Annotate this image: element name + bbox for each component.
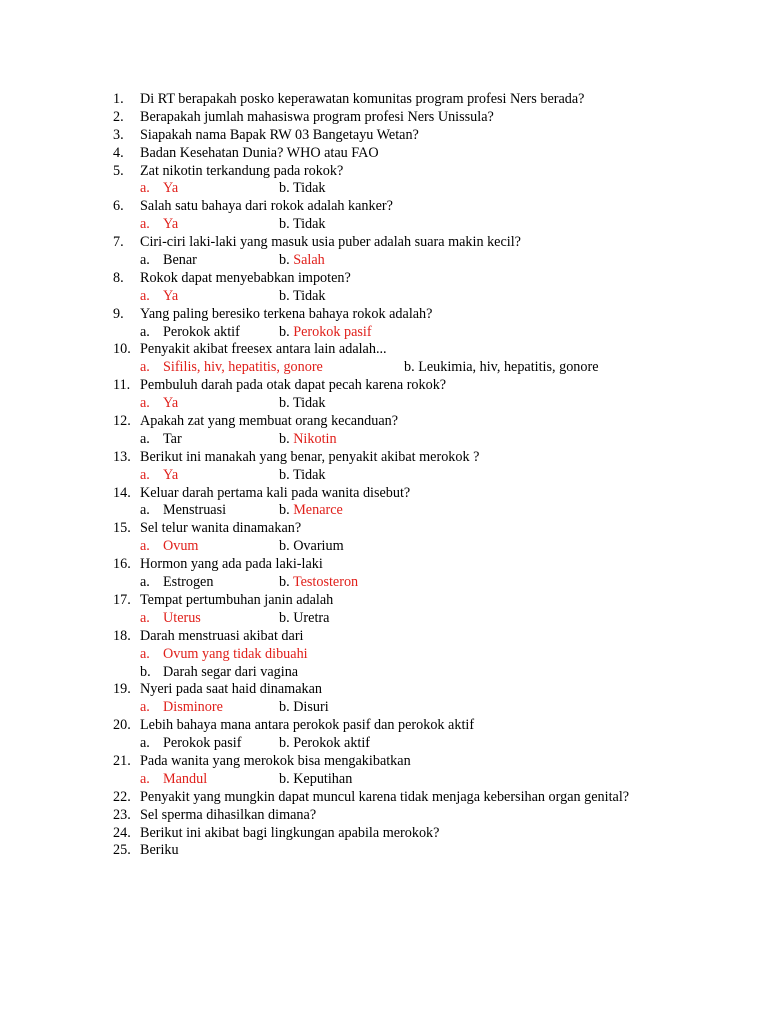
option-a-text: Tar	[163, 430, 182, 447]
option-a-text: Ya	[163, 216, 179, 233]
option-b-letter: b.	[279, 323, 294, 340]
question-text: Rokok dapat menyebabkan impoten?	[140, 269, 351, 286]
option-b-letter: b.	[140, 663, 151, 680]
options-row	[0, 538, 768, 556]
option-a-letter: a.	[140, 216, 150, 233]
question-row	[0, 717, 768, 735]
option-b-text: Tidak	[292, 216, 326, 233]
question-row	[0, 825, 768, 843]
question-number: 18.	[113, 627, 131, 644]
option-b	[404, 359, 599, 377]
option-b	[279, 431, 337, 449]
question-text: Apakah zat yang membuat orang kecanduan?	[140, 413, 399, 430]
option-a-letter: a.	[140, 502, 150, 519]
question-row	[0, 109, 768, 127]
option-b	[279, 771, 352, 789]
question-number: 8.	[113, 269, 124, 286]
option-b	[279, 574, 358, 592]
question-text: Penyakit akibat freesex antara lain adalah...	[140, 341, 387, 358]
question-number: 23.	[113, 806, 131, 823]
option-b-letter: b.	[279, 735, 294, 752]
option-b	[279, 699, 329, 717]
question-number: 4.	[113, 144, 124, 161]
question-number: 3.	[113, 126, 124, 143]
quiz-list	[0, 91, 768, 860]
question-text: Ciri-ciri laki-laki yang masuk usia puber adalah suara makin kecil?	[140, 234, 521, 251]
question-number: 6.	[113, 198, 124, 215]
options-row	[0, 502, 768, 520]
options-row	[0, 252, 768, 270]
question-text: Sel sperma dihasilkan dimana?	[140, 806, 317, 823]
option-a-text: Ya	[163, 180, 179, 197]
option-b	[279, 538, 344, 556]
option-b-text: Menarce	[293, 502, 343, 519]
options-row	[0, 180, 768, 198]
option-b	[279, 395, 326, 413]
question-row	[0, 91, 768, 109]
question-number: 25.	[113, 842, 131, 859]
option-b	[279, 610, 329, 628]
question-number: 2.	[113, 108, 124, 125]
option-a-letter: a.	[140, 395, 150, 412]
question-number: 14.	[113, 484, 131, 501]
option-b-text: Tidak	[292, 287, 326, 304]
option-a-letter: a.	[140, 359, 150, 376]
question-row	[0, 377, 768, 395]
options-row	[0, 359, 768, 377]
option-a-letter: a.	[140, 323, 150, 340]
question-row	[0, 270, 768, 288]
question-number: 20.	[113, 717, 131, 734]
question-number: 9.	[113, 305, 124, 322]
option-b-text: Tidak	[292, 180, 326, 197]
options-row	[0, 324, 768, 342]
option-b-text: Nikotin	[293, 430, 337, 447]
options-row	[0, 395, 768, 413]
option-a-letter: a.	[140, 538, 150, 555]
question-number: 15.	[113, 520, 131, 537]
option-a-text: Perokok pasif	[163, 735, 242, 752]
question-row	[0, 198, 768, 216]
options-row	[0, 288, 768, 306]
question-number: 12.	[113, 413, 131, 430]
option-a-text: Estrogen	[163, 574, 214, 591]
question-row	[0, 234, 768, 252]
question-row	[0, 842, 768, 860]
option-b-letter: b.	[279, 502, 294, 519]
options-row	[0, 431, 768, 449]
option-a-letter: a.	[140, 574, 150, 591]
question-text: Pembuluh darah pada otak dapat pecah karena rokok?	[140, 377, 447, 394]
question-text: Siapakah nama Bapak RW 03 Bangetayu Wetan?	[140, 126, 419, 143]
question-number: 21.	[113, 752, 131, 769]
question-number: 1.	[113, 91, 124, 107]
question-row	[0, 127, 768, 145]
question-row	[0, 413, 768, 431]
question-row	[0, 145, 768, 163]
option-a-text: Ovum yang tidak dibuahi	[163, 645, 308, 662]
option-a-text: Disminore	[163, 699, 223, 716]
question-row	[0, 789, 768, 807]
options-row	[0, 646, 768, 664]
option-a-text: Uterus	[163, 609, 201, 626]
option-b-text: Ovarium	[293, 538, 344, 555]
question-row	[0, 556, 768, 574]
option-b-letter: b.	[279, 466, 293, 483]
question-number: 17.	[113, 591, 131, 608]
question-text: Berapakah jumlah mahasiswa program profesi Ners Unissula?	[140, 108, 494, 125]
question-text: Penyakit yang mungkin dapat muncul karena tidak menjaga kebersihan organ genital?	[140, 788, 630, 805]
options-row	[0, 610, 768, 628]
option-b	[279, 288, 326, 306]
option-a-text: Mandul	[163, 770, 208, 787]
option-b-letter: b.	[279, 287, 293, 304]
question-number: 24.	[113, 824, 131, 841]
question-text: Beriku	[140, 842, 179, 859]
question-row	[0, 753, 768, 771]
option-b	[279, 180, 326, 198]
option-a-letter: a.	[140, 430, 150, 447]
option-b	[279, 735, 370, 753]
question-text: Salah satu bahaya dari rokok adalah kanker?	[140, 198, 393, 215]
option-a-text: Ya	[163, 395, 179, 412]
option-b	[279, 324, 372, 342]
question-text: Sel telur wanita dinamakan?	[140, 520, 302, 537]
question-text: Tempat pertumbuhan janin adalah	[140, 591, 334, 608]
option-a-letter: a.	[140, 770, 150, 787]
options-row	[0, 664, 768, 682]
question-text: Nyeri pada saat haid dinamakan	[140, 681, 322, 698]
option-b-letter: b.	[404, 359, 419, 376]
question-text: Darah menstruasi akibat dari	[140, 627, 304, 644]
option-a-text: Ya	[163, 287, 179, 304]
question-row	[0, 163, 768, 181]
option-b-letter: b.	[279, 430, 294, 447]
question-row	[0, 306, 768, 324]
option-b-letter: b.	[279, 538, 294, 555]
question-row	[0, 681, 768, 699]
question-number: 11.	[113, 377, 131, 394]
option-a-letter: a.	[140, 252, 150, 269]
question-row	[0, 485, 768, 503]
option-a-letter: a.	[140, 645, 150, 662]
question-text: Berikut ini akibat bagi lingkungan apabila merokok?	[140, 824, 440, 841]
option-a-letter: a.	[140, 735, 150, 752]
option-a-letter: a.	[140, 287, 150, 304]
option-b	[279, 252, 325, 270]
option-a-text: Menstruasi	[163, 502, 227, 519]
option-b-letter: b.	[279, 180, 293, 197]
options-row	[0, 467, 768, 485]
option-b-letter: b.	[279, 252, 294, 269]
option-b-text: Darah segar dari vagina	[163, 663, 299, 680]
option-b-text: Disuri	[293, 699, 329, 716]
question-text: Badan Kesehatan Dunia? WHO atau FAO	[140, 144, 379, 161]
option-b	[279, 216, 326, 234]
options-row	[0, 216, 768, 234]
option-b-text: Salah	[293, 252, 325, 269]
question-row	[0, 341, 768, 359]
question-text: Lebih bahaya mana antara perokok pasif dan perokok aktif	[140, 717, 475, 734]
option-b-text: Tidak	[292, 395, 326, 412]
option-a-letter: a.	[140, 609, 150, 626]
option-a-text: Ya	[163, 466, 179, 483]
option-a-text: Benar	[163, 252, 197, 269]
option-b-text: Perokok pasif	[293, 323, 372, 340]
question-text: Berikut ini manakah yang benar, penyakit akibat merokok ?	[140, 448, 480, 465]
options-row	[0, 735, 768, 753]
option-a-text: Sifilis, hiv, hepatitis, gonore	[163, 359, 323, 376]
question-text: Yang paling beresiko terkena bahaya rokok adalah?	[140, 305, 433, 322]
option-b-letter: b.	[279, 395, 293, 412]
question-row	[0, 520, 768, 538]
option-b	[279, 502, 343, 520]
option-b	[279, 467, 326, 485]
question-text: Di RT berapakah posko keperawatan komunitas program profesi Ners berada?	[140, 91, 585, 107]
option-b-letter: b.	[279, 770, 294, 787]
question-row	[0, 628, 768, 646]
option-b-text: Testosteron	[292, 574, 359, 591]
question-text: Hormon yang ada pada laki-laki	[140, 556, 323, 573]
question-row	[0, 449, 768, 467]
question-text: Zat nikotin terkandung pada rokok?	[140, 162, 344, 179]
question-text: Keluar darah pertama kali pada wanita disebut?	[140, 484, 411, 501]
option-b-text: Leukimia, hiv, hepatitis, gonore	[418, 359, 599, 376]
question-number: 5.	[113, 162, 124, 179]
option-a-text: Perokok aktif	[163, 323, 240, 340]
option-b-letter: b.	[279, 574, 293, 591]
option-a-letter: a.	[140, 466, 150, 483]
question-number: 10.	[113, 341, 131, 358]
question-number: 13.	[113, 448, 131, 465]
option-a-letter: a.	[140, 699, 150, 716]
option-b-text: Perokok aktif	[293, 735, 371, 752]
option-b-text: Uretra	[293, 609, 330, 626]
option-a-text: Ovum	[163, 538, 199, 555]
question-number: 16.	[113, 556, 131, 573]
question-row	[0, 592, 768, 610]
question-number: 22.	[113, 788, 131, 805]
options-row	[0, 574, 768, 592]
option-b-text: Keputihan	[293, 770, 353, 787]
option-b-text: Tidak	[292, 466, 326, 483]
options-row	[0, 699, 768, 717]
question-row	[0, 807, 768, 825]
question-number: 7.	[113, 234, 124, 251]
question-number: 19.	[113, 681, 131, 698]
option-b-letter: b.	[279, 609, 294, 626]
option-a-letter: a.	[140, 180, 150, 197]
option-b-letter: b.	[279, 216, 293, 233]
options-row	[0, 771, 768, 789]
question-text: Pada wanita yang merokok bisa mengakibatkan	[140, 752, 411, 769]
option-b-letter: b.	[279, 699, 294, 716]
